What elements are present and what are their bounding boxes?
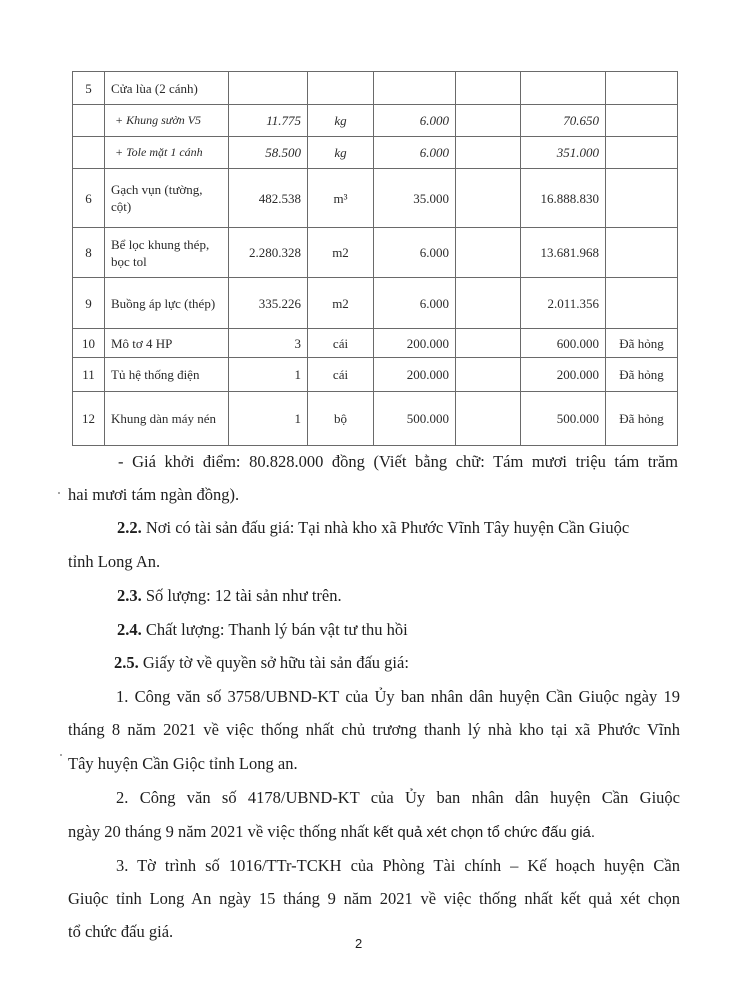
asset-name: Tủ hệ thống điện	[105, 358, 229, 392]
note	[606, 228, 678, 278]
table-row	[73, 228, 678, 278]
unit: m³	[308, 169, 374, 228]
row-number: 9	[73, 278, 105, 329]
table-row	[73, 137, 678, 169]
unit-price: 35.000	[374, 169, 456, 228]
section-2-4	[117, 620, 727, 640]
unit: cái	[308, 329, 374, 358]
document-3-line-3: tổ chức đấu giá.	[68, 922, 174, 941]
section-2-2-number: 2.2.	[117, 518, 142, 537]
row-number: 8	[73, 228, 105, 278]
row-number: 11	[73, 358, 105, 392]
section-2-2-line-2: tỉnh Long An.	[68, 552, 161, 571]
document-2-line-2	[68, 822, 678, 843]
total-amount: 70.650	[521, 105, 606, 137]
quantity: 1	[229, 392, 308, 446]
unit: cái	[308, 358, 374, 392]
asset-name: Gạch vụn (tường, cột)	[105, 169, 229, 228]
blank-cell	[456, 228, 521, 278]
document-1-line-3: Tây huyện Cần Giộc tỉnh Long an.	[68, 754, 298, 773]
document-3-line-2: Giuộc tỉnh Long An ngày 15 tháng 9 năm 2021 về việc thống nhất kết quả xét chọn	[68, 889, 680, 908]
blank-cell	[456, 105, 521, 137]
total-amount: 2.011.356	[521, 278, 606, 329]
total-amount: 500.000	[521, 392, 606, 446]
section-2-5	[114, 653, 724, 673]
table-row	[73, 329, 678, 358]
section-2-2-text: Nơi có tài sản đấu giá: Tại nhà kho xã Phước Vĩnh Tây huyện Cần Giuộc	[141, 518, 630, 537]
asset-name: Mô tơ 4 HP	[105, 329, 229, 358]
unit-price: 6.000	[374, 278, 456, 329]
unit: kg	[308, 137, 374, 169]
document-2-line-2-sans: kết quả xét chọn tổ chức đấu giá.	[373, 824, 596, 841]
section-2-4-number: 2.4.	[117, 620, 142, 639]
section-2-2-line-1	[117, 518, 727, 538]
note	[606, 169, 678, 228]
asset-name: Cửa lùa (2 cánh)	[105, 72, 229, 105]
row-number: 6	[73, 169, 105, 228]
unit-price: 6.000	[374, 105, 456, 137]
blank-cell	[456, 392, 521, 446]
quantity: 335.226	[229, 278, 308, 329]
section-2-4-text: Chất lượng: Thanh lý bán vật tư thu hồi	[141, 620, 408, 639]
section-2-3-text: Số lượng: 12 tài sản như trên.	[141, 586, 342, 605]
quantity: 58.500	[229, 137, 308, 169]
document-2-line-2-serif: ngày 20 tháng 9 năm 2021 về việc thống nhất	[68, 822, 374, 841]
note	[606, 278, 678, 329]
blank-cell	[456, 169, 521, 228]
blank-cell	[456, 278, 521, 329]
quantity: 2.280.328	[229, 228, 308, 278]
asset-name: + Khung sườn V5	[105, 105, 229, 137]
table-row	[73, 105, 678, 137]
quantity: 11.775	[229, 105, 308, 137]
section-2-3-number: 2.3.	[117, 586, 142, 605]
unit: m2	[308, 278, 374, 329]
row-number: 12	[73, 392, 105, 446]
asset-table	[72, 71, 678, 446]
unit-price: 500.000	[374, 392, 456, 446]
scan-speck	[58, 492, 60, 494]
note: Đã hỏng	[606, 358, 678, 392]
table-row	[73, 169, 678, 228]
page-number: 2	[355, 936, 363, 951]
section-2-5-number: 2.5.	[114, 653, 139, 672]
table-row	[73, 72, 678, 105]
note: Đã hỏng	[606, 392, 678, 446]
document-1-line-2: tháng 8 năm 2021 về việc thống nhất chủ trương thanh lý nhà kho tại xã Phước Vĩnh	[68, 720, 680, 739]
unit-price: 200.000	[374, 329, 456, 358]
note	[606, 105, 678, 137]
note	[606, 72, 678, 105]
unit	[308, 72, 374, 105]
scan-speck	[60, 754, 62, 756]
asset-name: + Tole mặt 1 cánh	[105, 137, 229, 169]
section-2-3	[117, 586, 727, 606]
unit-price: 6.000	[374, 228, 456, 278]
unit-price: 200.000	[374, 358, 456, 392]
blank-cell	[456, 137, 521, 169]
blank-cell	[456, 358, 521, 392]
row-number: 5	[73, 72, 105, 105]
note	[606, 137, 678, 169]
unit-price	[374, 72, 456, 105]
section-2-5-text: Giấy tờ về quyền sở hữu tài sản đấu giá:	[138, 653, 409, 672]
quantity: 482.538	[229, 169, 308, 228]
blank-cell	[456, 329, 521, 358]
table-row	[73, 358, 678, 392]
total-amount	[521, 72, 606, 105]
total-amount: 600.000	[521, 329, 606, 358]
total-amount: 16.888.830	[521, 169, 606, 228]
row-number	[73, 137, 105, 169]
asset-name: Buồng áp lực (thép)	[105, 278, 229, 329]
quantity: 3	[229, 329, 308, 358]
unit: kg	[308, 105, 374, 137]
starting-price-line-2: hai mươi tám ngàn đồng).	[68, 485, 240, 504]
quantity: 1	[229, 358, 308, 392]
document-3-line-1: 3. Tờ trình số 1016/TTr-TCKH của Phòng Tài chính – Kế hoạch huyện Cần	[116, 856, 680, 875]
starting-price-line-1: - Giá khởi điểm: 80.828.000 đồng (Viết bằng chữ: Tám mươi triệu tám trăm	[118, 452, 678, 471]
table-row	[73, 278, 678, 329]
asset-name: Khung dàn máy nén	[105, 392, 229, 446]
note: Đã hỏng	[606, 329, 678, 358]
quantity	[229, 72, 308, 105]
unit: m2	[308, 228, 374, 278]
document-1-line-1: 1. Công văn số 3758/UBND-KT của Ủy ban nhân dân huyện Cần Giuộc ngày 19	[116, 687, 680, 706]
unit: bộ	[308, 392, 374, 446]
row-number	[73, 105, 105, 137]
table-row	[73, 392, 678, 446]
unit-price: 6.000	[374, 137, 456, 169]
total-amount: 13.681.968	[521, 228, 606, 278]
row-number: 10	[73, 329, 105, 358]
document-2-line-1: 2. Công văn số 4178/UBND-KT của Ủy ban nhân dân huyện Cần Giuộc	[116, 788, 680, 807]
total-amount: 351.000	[521, 137, 606, 169]
total-amount: 200.000	[521, 358, 606, 392]
asset-name: Bể lọc khung thép, bọc tol	[105, 228, 229, 278]
blank-cell	[456, 72, 521, 105]
